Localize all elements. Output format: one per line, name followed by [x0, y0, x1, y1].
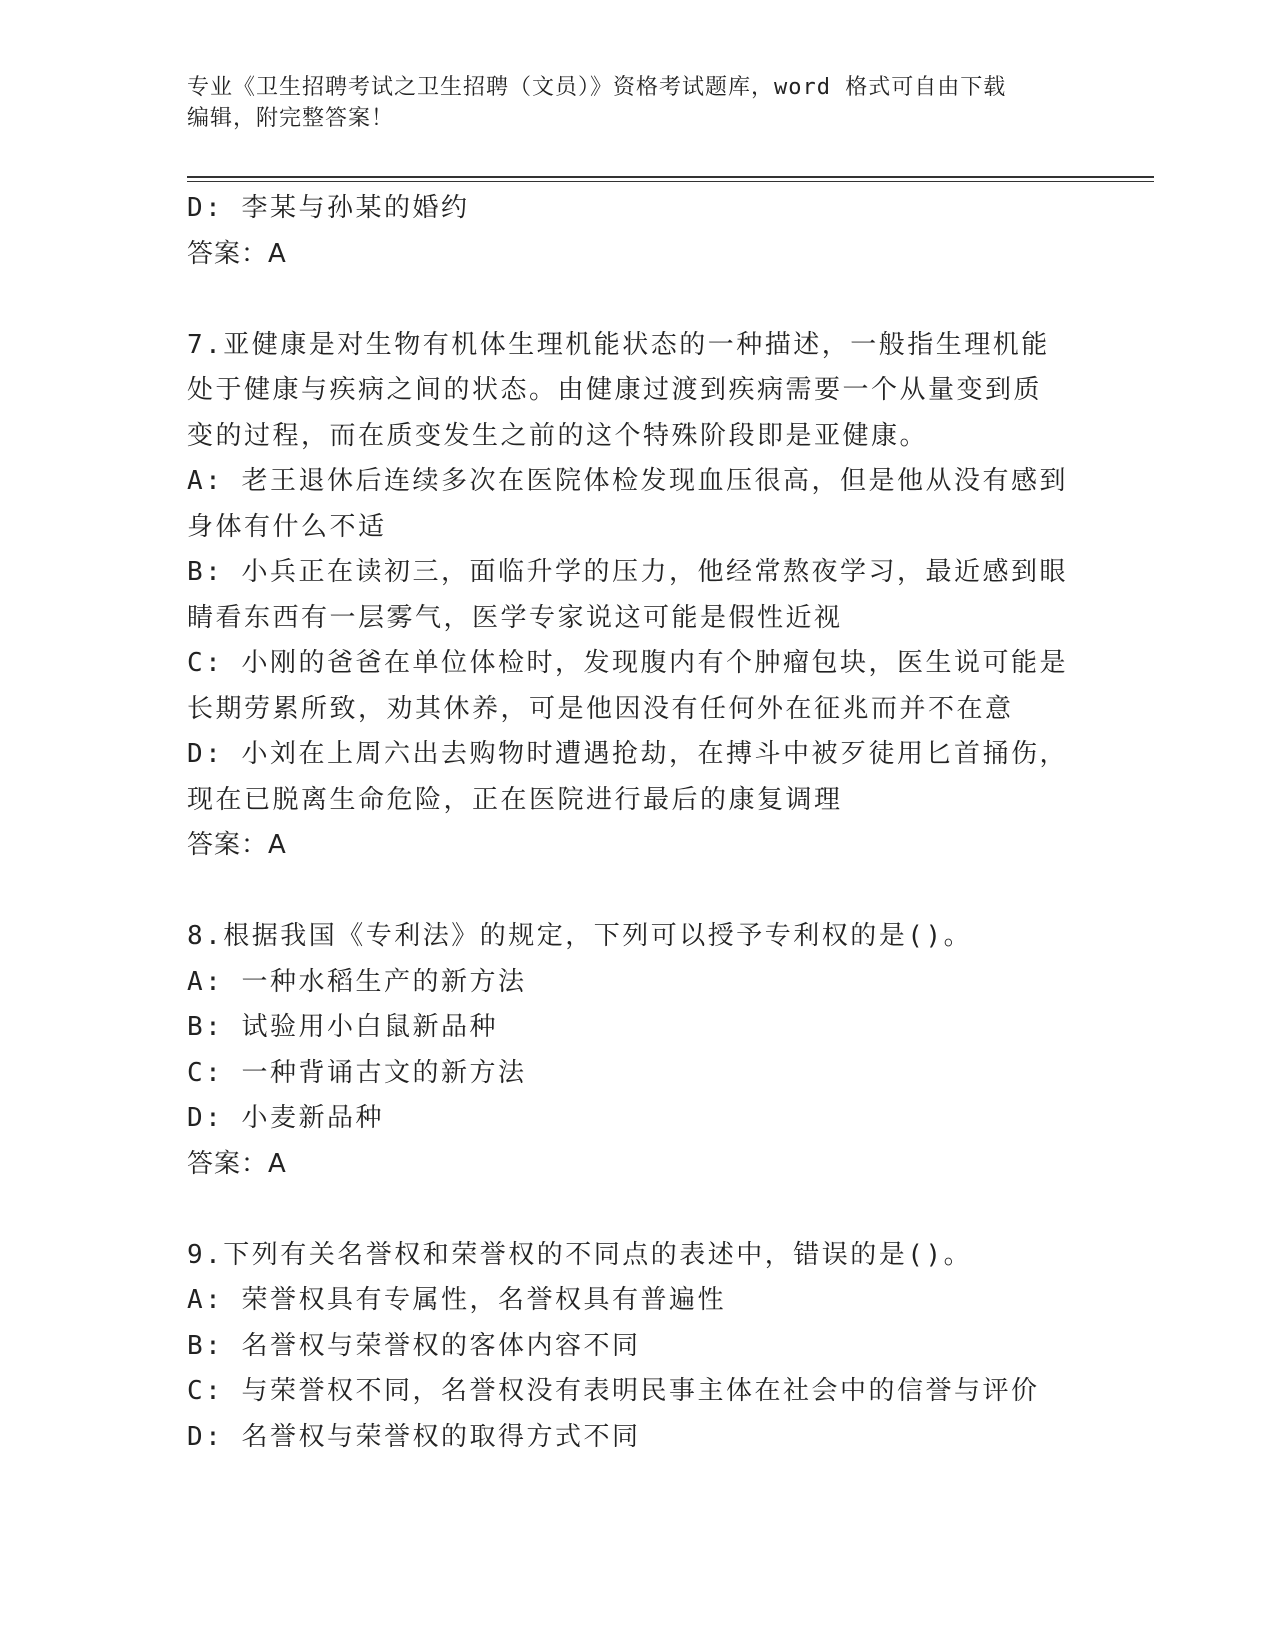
question-9-option-c: C: 与荣誉权不同，名誉权没有表明民事主体在社会中的信誉与评价 [187, 1376, 1040, 1406]
document-body [187, 186, 1087, 1460]
question-8-option-b: B: 试验用小白鼠新品种 [187, 1012, 498, 1042]
spacer [187, 869, 1087, 915]
header-line-1: 专业《卫生招聘考试之卫生招聘（文员）》资格考试题库，word 格式可自由下载 [187, 75, 1007, 100]
question-8-option-c: C: 一种背诵古文的新方法 [187, 1057, 527, 1088]
page-header [187, 72, 1087, 134]
question-8-option-d: D: 小麦新品种 [187, 1103, 384, 1133]
question-7-option-c-line-1: C: 小刚的爸爸在单位体检时，发现腹内有个肿瘤包块，医生说可能是 [187, 648, 1068, 678]
spacer [187, 277, 1087, 323]
question-7-option-b-line-1: B: 小兵正在读初三，面临升学的压力，他经常熬夜学习，最近感到眼 [187, 557, 1068, 587]
spacer [187, 1187, 1087, 1233]
question-7-option-b-line-2: 睛看东西有一层雾气，医学专家说这可能是假性近视 [187, 602, 843, 633]
question-7-option-d-line-2: 现在已脱离生命危险，正在医院进行最后的康复调理 [187, 784, 843, 815]
option-d: D: 李某与孙某的婚约 [187, 193, 470, 223]
question-7-stem-line-3: 变的过程，而在质变发生之前的这个特殊阶段即是亚健康。 [187, 420, 929, 451]
question-7-answer: 答案：A [187, 830, 287, 860]
question-7-option-a-line-2: 身体有什么不适 [187, 511, 387, 542]
question-9-stem: 9.下列有关名誉权和荣誉权的不同点的表述中，错误的是()。 [187, 1239, 973, 1270]
question-8-answer: 答案：A [187, 1148, 287, 1179]
question-7-stem-line-1: 7.亚健康是对生物有机体生理机能状态的一种描述，一般指生理机能 [187, 329, 1050, 360]
previous-question-tail [187, 186, 1087, 277]
question-7 [187, 323, 1087, 869]
question-8-option-a: A: 一种水稻生产的新方法 [187, 966, 527, 997]
question-9 [187, 1233, 1087, 1461]
question-7-stem-line-2: 处于健康与疾病之间的状态。由健康过渡到疾病需要一个从量变到质 [187, 375, 1043, 405]
question-9-option-a: A: 荣誉权具有专属性，名誉权具有普遍性 [187, 1285, 726, 1315]
question-7-option-d-line-1: D: 小刘在上周六出去购物时遭遇抢劫，在搏斗中被歹徒用匕首捅伤， [187, 739, 1068, 769]
header-rule-thick [187, 176, 1154, 178]
question-7-option-a-line-1: A: 老王退休后连续多次在医院体检发现血压很高，但是他从没有感到 [187, 466, 1068, 496]
header-line-2: 编辑，附完整答案！ [187, 106, 395, 131]
answer-line: 答案：A [187, 238, 287, 269]
question-8-stem: 8.根据我国《专利法》的规定，下列可以授予专利权的是()。 [187, 921, 973, 951]
question-7-option-c-line-2: 长期劳累所致，劝其休养，可是他因没有任何外在征兆而并不在意 [187, 693, 1014, 724]
question-9-option-b: B: 名誉权与荣誉权的客体内容不同 [187, 1330, 641, 1361]
question-8 [187, 914, 1087, 1187]
header-rule-thin [187, 181, 1154, 182]
question-9-option-d: D: 名誉权与荣誉权的取得方式不同 [187, 1421, 641, 1452]
